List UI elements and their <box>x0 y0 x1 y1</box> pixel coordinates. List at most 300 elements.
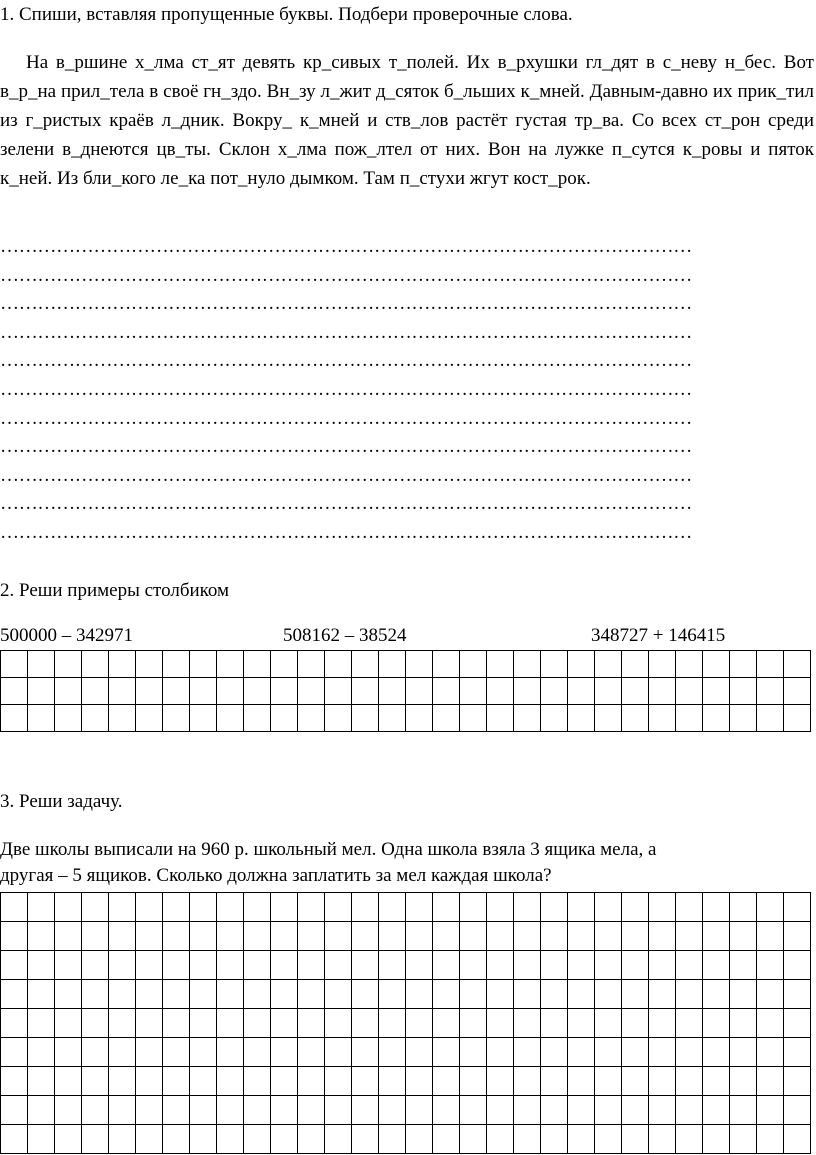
grid-cell[interactable] <box>676 922 703 951</box>
grid-cell[interactable] <box>568 1125 595 1154</box>
grid-cell[interactable] <box>28 651 55 678</box>
grid-cell[interactable] <box>271 1096 298 1125</box>
grid-cell[interactable] <box>460 1038 487 1067</box>
grid-cell[interactable] <box>28 1038 55 1067</box>
grid-cell[interactable] <box>595 651 622 678</box>
grid-cell[interactable] <box>217 1096 244 1125</box>
grid-cell[interactable] <box>109 1096 136 1125</box>
grid-cell[interactable] <box>352 1038 379 1067</box>
grid-cell[interactable] <box>379 980 406 1009</box>
grid-cell[interactable] <box>676 951 703 980</box>
grid-cell[interactable] <box>271 651 298 678</box>
grid-cell[interactable] <box>757 1125 784 1154</box>
grid-cell[interactable] <box>649 1067 676 1096</box>
grid-cell[interactable] <box>28 1067 55 1096</box>
grid-cell[interactable] <box>514 1038 541 1067</box>
grid-cell[interactable] <box>730 1009 757 1038</box>
grid-cell[interactable] <box>757 893 784 922</box>
grid-cell[interactable] <box>487 705 514 732</box>
grid-cell[interactable] <box>460 705 487 732</box>
grid-cell[interactable] <box>757 980 784 1009</box>
calculation-grid[interactable] <box>0 650 811 732</box>
grid-cell[interactable] <box>649 1096 676 1125</box>
grid-cell[interactable] <box>676 1125 703 1154</box>
grid-cell[interactable] <box>163 651 190 678</box>
grid-cell[interactable] <box>784 951 811 980</box>
grid-cell[interactable] <box>460 922 487 951</box>
grid-cell[interactable] <box>271 1125 298 1154</box>
grid-cell[interactable] <box>136 980 163 1009</box>
grid-cell[interactable] <box>217 893 244 922</box>
grid-cell[interactable] <box>163 922 190 951</box>
grid-cell[interactable] <box>136 893 163 922</box>
grid-cell[interactable] <box>109 1009 136 1038</box>
grid-cell[interactable] <box>730 922 757 951</box>
grid-cell[interactable] <box>271 1038 298 1067</box>
grid-cell[interactable] <box>325 951 352 980</box>
grid-cell[interactable] <box>757 1096 784 1125</box>
grid-cell[interactable] <box>271 951 298 980</box>
grid-cell[interactable] <box>298 678 325 705</box>
grid-cell[interactable] <box>1 651 28 678</box>
grid-cell[interactable] <box>352 1009 379 1038</box>
grid-cell[interactable] <box>730 980 757 1009</box>
grid-cell[interactable] <box>190 651 217 678</box>
grid-cell[interactable] <box>163 951 190 980</box>
grid-cell[interactable] <box>784 1067 811 1096</box>
grid-cell[interactable] <box>55 951 82 980</box>
grid-cell[interactable] <box>271 922 298 951</box>
grid-cell[interactable] <box>82 678 109 705</box>
grid-cell[interactable] <box>730 1067 757 1096</box>
grid-cell[interactable] <box>325 1067 352 1096</box>
grid-cell[interactable] <box>784 651 811 678</box>
grid-cell[interactable] <box>163 678 190 705</box>
grid-cell[interactable] <box>55 678 82 705</box>
grid-cell[interactable] <box>1 951 28 980</box>
grid-cell[interactable] <box>190 951 217 980</box>
grid-cell[interactable] <box>784 922 811 951</box>
grid-cell[interactable] <box>379 651 406 678</box>
grid-cell[interactable] <box>136 1038 163 1067</box>
grid-cell[interactable] <box>109 651 136 678</box>
grid-cell[interactable] <box>730 1125 757 1154</box>
grid-cell[interactable] <box>487 980 514 1009</box>
grid-cell[interactable] <box>244 705 271 732</box>
grid-cell[interactable] <box>730 651 757 678</box>
grid-cell[interactable] <box>433 1009 460 1038</box>
grid-cell[interactable] <box>244 1009 271 1038</box>
grid-cell[interactable] <box>244 1038 271 1067</box>
grid-cell[interactable] <box>325 705 352 732</box>
grid-cell[interactable] <box>703 678 730 705</box>
grid-cell[interactable] <box>433 678 460 705</box>
grid-cell[interactable] <box>136 951 163 980</box>
grid-cell[interactable] <box>433 922 460 951</box>
grid-cell[interactable] <box>649 1038 676 1067</box>
grid-cell[interactable] <box>406 1009 433 1038</box>
grid-cell[interactable] <box>325 678 352 705</box>
grid-cell[interactable] <box>379 1038 406 1067</box>
grid-cell[interactable] <box>595 893 622 922</box>
grid-cell[interactable] <box>703 705 730 732</box>
grid-cell[interactable] <box>325 922 352 951</box>
grid-cell[interactable] <box>325 980 352 1009</box>
grid-cell[interactable] <box>1 922 28 951</box>
grid-cell[interactable] <box>109 922 136 951</box>
grid-cell[interactable] <box>568 678 595 705</box>
grid-cell[interactable] <box>541 922 568 951</box>
grid-cell[interactable] <box>82 1125 109 1154</box>
grid-cell[interactable] <box>460 1096 487 1125</box>
grid-cell[interactable] <box>676 651 703 678</box>
grid-cell[interactable] <box>460 951 487 980</box>
grid-cell[interactable] <box>217 678 244 705</box>
grid-cell[interactable] <box>244 922 271 951</box>
grid-cell[interactable] <box>136 1125 163 1154</box>
grid-cell[interactable] <box>649 705 676 732</box>
grid-cell[interactable] <box>82 1067 109 1096</box>
grid-cell[interactable] <box>622 705 649 732</box>
grid-cell[interactable] <box>568 1067 595 1096</box>
grid-cell[interactable] <box>28 678 55 705</box>
grid-cell[interactable] <box>460 651 487 678</box>
grid-cell[interactable] <box>244 1125 271 1154</box>
grid-cell[interactable] <box>622 678 649 705</box>
grid-cell[interactable] <box>298 922 325 951</box>
writing-line[interactable]: ………………………………………………………………………………………………… <box>0 464 692 486</box>
grid-cell[interactable] <box>514 1125 541 1154</box>
grid-cell[interactable] <box>352 651 379 678</box>
grid-cell[interactable] <box>595 980 622 1009</box>
grid-cell[interactable] <box>352 893 379 922</box>
grid-cell[interactable] <box>568 705 595 732</box>
grid-cell[interactable] <box>541 1125 568 1154</box>
grid-cell[interactable] <box>703 1096 730 1125</box>
grid-cell[interactable] <box>757 922 784 951</box>
grid-cell[interactable] <box>163 980 190 1009</box>
grid-cell[interactable] <box>595 1096 622 1125</box>
grid-cell[interactable] <box>217 980 244 1009</box>
grid-cell[interactable] <box>217 705 244 732</box>
grid-cell[interactable] <box>649 678 676 705</box>
grid-cell[interactable] <box>352 1096 379 1125</box>
grid-cell[interactable] <box>568 951 595 980</box>
grid-cell[interactable] <box>784 1096 811 1125</box>
grid-cell[interactable] <box>82 1038 109 1067</box>
grid-cell[interactable] <box>730 1038 757 1067</box>
grid-cell[interactable] <box>28 1096 55 1125</box>
grid-cell[interactable] <box>82 951 109 980</box>
grid-cell[interactable] <box>460 1125 487 1154</box>
grid-cell[interactable] <box>703 651 730 678</box>
grid-cell[interactable] <box>379 1125 406 1154</box>
grid-cell[interactable] <box>433 951 460 980</box>
grid-cell[interactable] <box>244 651 271 678</box>
grid-cell[interactable] <box>28 705 55 732</box>
grid-cell[interactable] <box>460 1067 487 1096</box>
grid-cell[interactable] <box>271 1009 298 1038</box>
grid-cell[interactable] <box>163 1067 190 1096</box>
grid-cell[interactable] <box>55 1009 82 1038</box>
grid-cell[interactable] <box>298 1038 325 1067</box>
grid-cell[interactable] <box>379 705 406 732</box>
grid-cell[interactable] <box>1 1009 28 1038</box>
writing-line[interactable]: ………………………………………………………………………………………………… <box>0 293 692 315</box>
grid-cell[interactable] <box>406 922 433 951</box>
grid-cell[interactable] <box>622 651 649 678</box>
grid-cell[interactable] <box>514 1009 541 1038</box>
grid-cell[interactable] <box>298 1067 325 1096</box>
grid-cell[interactable] <box>1 1096 28 1125</box>
grid-cell[interactable] <box>487 651 514 678</box>
grid-cell[interactable] <box>298 893 325 922</box>
grid-cell[interactable] <box>325 651 352 678</box>
grid-cell[interactable] <box>514 705 541 732</box>
grid-cell[interactable] <box>703 1038 730 1067</box>
grid-cell[interactable] <box>298 1096 325 1125</box>
grid-cell[interactable] <box>487 951 514 980</box>
grid-cell[interactable] <box>406 678 433 705</box>
grid-cell[interactable] <box>109 678 136 705</box>
grid-cell[interactable] <box>784 705 811 732</box>
grid-cell[interactable] <box>325 1096 352 1125</box>
grid-cell[interactable] <box>433 1125 460 1154</box>
grid-cell[interactable] <box>487 1009 514 1038</box>
writing-line[interactable]: ………………………………………………………………………………………………… <box>0 436 692 458</box>
grid-cell[interactable] <box>703 1125 730 1154</box>
grid-cell[interactable] <box>487 893 514 922</box>
grid-cell[interactable] <box>703 1067 730 1096</box>
grid-cell[interactable] <box>514 893 541 922</box>
grid-cell[interactable] <box>244 1096 271 1125</box>
grid-cell[interactable] <box>298 980 325 1009</box>
grid-cell[interactable] <box>568 893 595 922</box>
grid-cell[interactable] <box>1 1125 28 1154</box>
grid-cell[interactable] <box>163 893 190 922</box>
grid-cell[interactable] <box>406 980 433 1009</box>
grid-cell[interactable] <box>622 1067 649 1096</box>
grid-cell[interactable] <box>406 705 433 732</box>
grid-cell[interactable] <box>379 678 406 705</box>
grid-cell[interactable] <box>298 951 325 980</box>
grid-cell[interactable] <box>757 1067 784 1096</box>
grid-cell[interactable] <box>676 893 703 922</box>
grid-cell[interactable] <box>217 651 244 678</box>
writing-line[interactable]: ………………………………………………………………………………………………… <box>0 264 692 286</box>
grid-cell[interactable] <box>352 922 379 951</box>
grid-cell[interactable] <box>28 922 55 951</box>
grid-cell[interactable] <box>271 1067 298 1096</box>
grid-cell[interactable] <box>82 922 109 951</box>
grid-cell[interactable] <box>703 893 730 922</box>
grid-cell[interactable] <box>676 705 703 732</box>
grid-cell[interactable] <box>190 1125 217 1154</box>
grid-cell[interactable] <box>460 893 487 922</box>
grid-cell[interactable] <box>784 1038 811 1067</box>
grid-cell[interactable] <box>784 893 811 922</box>
grid-cell[interactable] <box>244 893 271 922</box>
grid-cell[interactable] <box>676 1009 703 1038</box>
grid-cell[interactable] <box>595 1067 622 1096</box>
grid-cell[interactable] <box>649 980 676 1009</box>
grid-cell[interactable] <box>55 1067 82 1096</box>
grid-cell[interactable] <box>514 678 541 705</box>
grid-cell[interactable] <box>325 1125 352 1154</box>
grid-cell[interactable] <box>514 951 541 980</box>
grid-cell[interactable] <box>1 1038 28 1067</box>
grid-cell[interactable] <box>82 705 109 732</box>
grid-cell[interactable] <box>1 980 28 1009</box>
grid-cell[interactable] <box>379 922 406 951</box>
writing-line[interactable]: ………………………………………………………………………………………………… <box>0 493 692 515</box>
writing-line[interactable]: ………………………………………………………………………………………………… <box>0 522 692 543</box>
writing-line[interactable]: ………………………………………………………………………………………………… <box>0 407 692 429</box>
grid-cell[interactable] <box>784 980 811 1009</box>
grid-cell[interactable] <box>28 893 55 922</box>
grid-cell[interactable] <box>676 980 703 1009</box>
grid-cell[interactable] <box>730 1096 757 1125</box>
grid-cell[interactable] <box>541 651 568 678</box>
grid-cell[interactable] <box>109 1038 136 1067</box>
grid-cell[interactable] <box>163 705 190 732</box>
grid-cell[interactable] <box>352 951 379 980</box>
grid-cell[interactable] <box>541 1009 568 1038</box>
grid-cell[interactable] <box>109 893 136 922</box>
grid-cell[interactable] <box>325 1009 352 1038</box>
grid-cell[interactable] <box>541 1038 568 1067</box>
grid-cell[interactable] <box>568 651 595 678</box>
grid-cell[interactable] <box>757 705 784 732</box>
grid-cell[interactable] <box>622 951 649 980</box>
grid-cell[interactable] <box>82 893 109 922</box>
grid-cell[interactable] <box>460 1009 487 1038</box>
grid-cell[interactable] <box>244 980 271 1009</box>
grid-cell[interactable] <box>406 1067 433 1096</box>
grid-cell[interactable] <box>379 951 406 980</box>
grid-cell[interactable] <box>460 678 487 705</box>
grid-cell[interactable] <box>163 1038 190 1067</box>
grid-cell[interactable] <box>406 1096 433 1125</box>
grid-cell[interactable] <box>514 980 541 1009</box>
grid-cell[interactable] <box>136 1009 163 1038</box>
grid-cell[interactable] <box>28 951 55 980</box>
grid-cell[interactable] <box>244 951 271 980</box>
grid-cell[interactable] <box>28 1125 55 1154</box>
grid-cell[interactable] <box>406 893 433 922</box>
grid-cell[interactable] <box>622 1096 649 1125</box>
grid-cell[interactable] <box>136 1096 163 1125</box>
grid-cell[interactable] <box>541 678 568 705</box>
grid-cell[interactable] <box>379 1067 406 1096</box>
grid-cell[interactable] <box>514 1067 541 1096</box>
grid-cell[interactable] <box>82 980 109 1009</box>
grid-cell[interactable] <box>379 1009 406 1038</box>
grid-cell[interactable] <box>595 951 622 980</box>
grid-cell[interactable] <box>1 893 28 922</box>
grid-cell[interactable] <box>514 922 541 951</box>
grid-cell[interactable] <box>649 651 676 678</box>
grid-cell[interactable] <box>649 893 676 922</box>
grid-cell[interactable] <box>784 678 811 705</box>
grid-cell[interactable] <box>433 651 460 678</box>
grid-cell[interactable] <box>298 1009 325 1038</box>
grid-cell[interactable] <box>649 922 676 951</box>
grid-cell[interactable] <box>190 1067 217 1096</box>
grid-cell[interactable] <box>406 1038 433 1067</box>
grid-cell[interactable] <box>649 951 676 980</box>
grid-cell[interactable] <box>703 951 730 980</box>
grid-cell[interactable] <box>757 951 784 980</box>
grid-cell[interactable] <box>541 705 568 732</box>
grid-cell[interactable] <box>55 1125 82 1154</box>
grid-cell[interactable] <box>352 1067 379 1096</box>
grid-cell[interactable] <box>217 1067 244 1096</box>
grid-cell[interactable] <box>730 678 757 705</box>
grid-cell[interactable] <box>541 1096 568 1125</box>
writing-line[interactable]: ………………………………………………………………………………………………… <box>0 236 692 257</box>
grid-cell[interactable] <box>1 1067 28 1096</box>
grid-cell[interactable] <box>541 980 568 1009</box>
grid-cell[interactable] <box>55 651 82 678</box>
grid-cell[interactable] <box>460 980 487 1009</box>
grid-cell[interactable] <box>271 980 298 1009</box>
grid-cell[interactable] <box>595 705 622 732</box>
grid-cell[interactable] <box>109 1125 136 1154</box>
grid-cell[interactable] <box>676 1038 703 1067</box>
grid-cell[interactable] <box>730 951 757 980</box>
grid-cell[interactable] <box>298 1125 325 1154</box>
grid-cell[interactable] <box>730 705 757 732</box>
grid-cell[interactable] <box>55 705 82 732</box>
grid-cell[interactable] <box>136 651 163 678</box>
grid-cell[interactable] <box>595 1125 622 1154</box>
grid-cell[interactable] <box>271 678 298 705</box>
grid-cell[interactable] <box>568 922 595 951</box>
grid-cell[interactable] <box>217 922 244 951</box>
grid-cell[interactable] <box>703 922 730 951</box>
writing-line[interactable]: ………………………………………………………………………………………………… <box>0 321 692 343</box>
grid-cell[interactable] <box>82 651 109 678</box>
grid-cell[interactable] <box>433 980 460 1009</box>
grid-cell[interactable] <box>55 980 82 1009</box>
grid-cell[interactable] <box>649 1125 676 1154</box>
grid-cell[interactable] <box>352 705 379 732</box>
grid-cell[interactable] <box>730 893 757 922</box>
writing-line[interactable]: ………………………………………………………………………………………………… <box>0 350 692 372</box>
grid-cell[interactable] <box>568 1038 595 1067</box>
grid-cell[interactable] <box>649 1009 676 1038</box>
grid-cell[interactable] <box>487 1125 514 1154</box>
grid-cell[interactable] <box>757 1038 784 1067</box>
grid-cell[interactable] <box>190 1096 217 1125</box>
grid-cell[interactable] <box>82 1096 109 1125</box>
grid-cell[interactable] <box>190 922 217 951</box>
grid-cell[interactable] <box>757 651 784 678</box>
grid-cell[interactable] <box>298 705 325 732</box>
grid-cell[interactable] <box>271 705 298 732</box>
grid-cell[interactable] <box>244 678 271 705</box>
grid-cell[interactable] <box>325 1038 352 1067</box>
grid-cell[interactable] <box>271 893 298 922</box>
grid-cell[interactable] <box>784 1009 811 1038</box>
grid-cell[interactable] <box>568 1009 595 1038</box>
grid-cell[interactable] <box>352 678 379 705</box>
grid-cell[interactable] <box>406 951 433 980</box>
grid-cell[interactable] <box>568 1096 595 1125</box>
grid-cell[interactable] <box>757 678 784 705</box>
grid-cell[interactable] <box>487 1067 514 1096</box>
